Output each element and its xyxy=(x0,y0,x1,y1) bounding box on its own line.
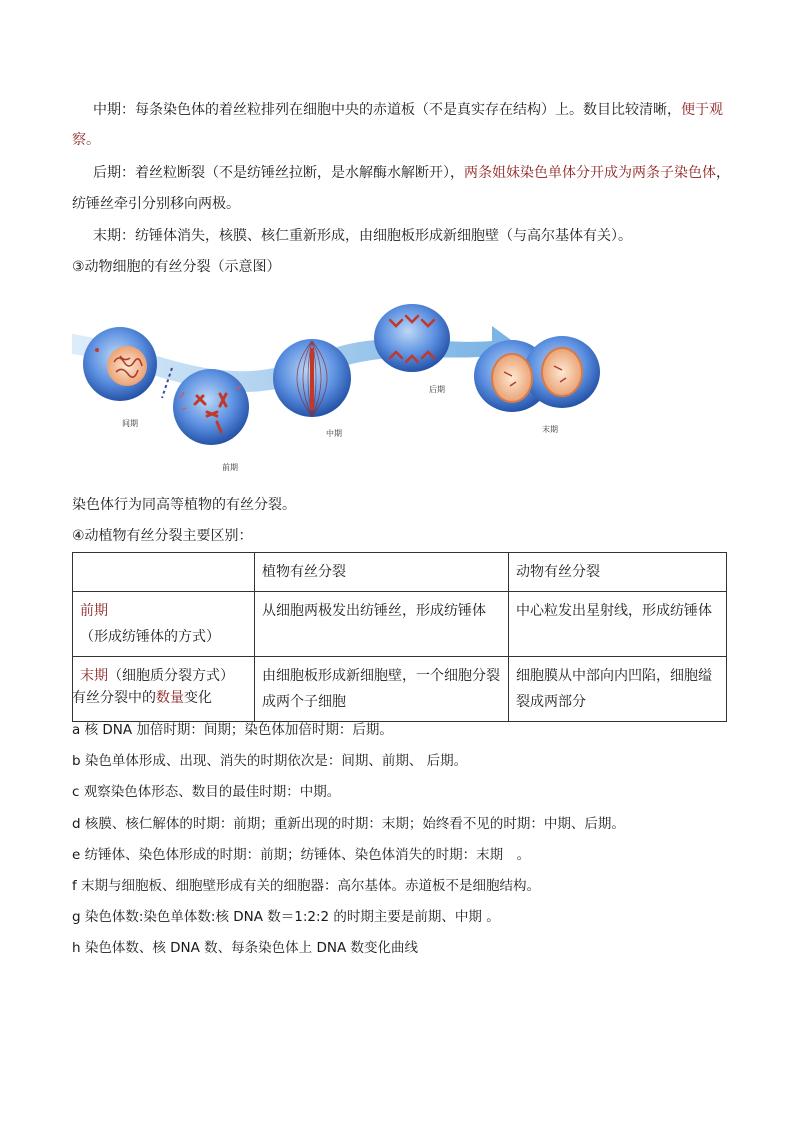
stage-aspect: （细胞质分裂方式） xyxy=(108,668,234,684)
cell-line: 由细胞板形成新细胞壁，一个细胞分裂 xyxy=(262,668,500,684)
anaphase-text: 后期：着丝粒断裂（不是纺锤丝拉断，是水解酶水解断开）， xyxy=(93,165,464,181)
section3-title-text: ③动物细胞的有丝分裂（示意图） xyxy=(72,259,281,275)
metaphase-line-2 xyxy=(72,130,732,150)
cell-line: 成两个子细胞 xyxy=(262,694,346,710)
list-item: b 染色单体形成、出现、消失的时期依次是：间期、前期、 后期。 xyxy=(72,753,468,769)
table-cell-stage xyxy=(73,592,255,657)
table-cell: 从细胞两极发出纺锤丝，形成纺锤体 xyxy=(255,592,509,657)
changes-title-text: 有丝分裂中的 xyxy=(72,690,156,706)
stage-label: 前期 xyxy=(80,603,108,619)
table-header-cell: 植物有丝分裂 xyxy=(255,553,509,592)
metaphase-line-1 xyxy=(93,100,753,120)
metaphase-highlight: 便于观 xyxy=(681,102,723,118)
telophase-line xyxy=(93,226,753,246)
label-metaphase: 中期 xyxy=(326,429,342,438)
prophase-cell xyxy=(173,369,249,445)
stage-label: 末期 xyxy=(80,668,108,684)
mitosis-diagram xyxy=(72,286,602,480)
label-interphase: 间期 xyxy=(122,419,138,428)
list-item: h 染色体数、核 DNA 数、每条染色体上 DNA 数变化曲线 xyxy=(72,940,418,956)
section4-title xyxy=(72,526,732,546)
list-item: c 观察染色体形态、数目的最佳时期：中期。 xyxy=(72,784,341,800)
metaphase-highlight-end: 察。 xyxy=(72,132,100,148)
stage-aspect: （形成纺锤体的方式） xyxy=(80,629,220,645)
section3-note xyxy=(72,495,732,515)
metaphase-text: 中期：每条染色体的着丝粒排列在细胞中央的赤道板（不是真实存在结构）上。数目比较清晰， xyxy=(93,102,681,118)
list-item: a 核 DNA 加倍时期：间期；染色体加倍时期：后期。 xyxy=(72,722,393,738)
metaphase-cell xyxy=(273,339,351,417)
changes-title xyxy=(72,688,732,708)
anaphase-line-2 xyxy=(72,194,732,214)
label-anaphase: 后期 xyxy=(429,385,445,394)
section3-note-text: 染色体行为同高等植物的有丝分裂。 xyxy=(72,497,296,513)
telophase-text: 末期：纺锤体消失，核膜、核仁重新形成，由细胞板形成新细胞壁（与高尔基体有关）。 xyxy=(93,228,632,244)
changes-title-highlight: 数量 xyxy=(156,690,184,706)
label-telophase: 末期 xyxy=(542,425,558,434)
list-item: d 核膜、核仁解体的时期：前期；重新出现的时期：末期；始终看不见的时期：中期、后期。 xyxy=(72,816,625,832)
table-header-cell: 动物有丝分裂 xyxy=(509,553,727,592)
label-prophase: 前期 xyxy=(222,463,238,472)
section3-title xyxy=(72,257,732,277)
changes-title-text-end: 变化 xyxy=(184,690,212,706)
anaphase-text-2: 纺锤丝牵引分别移向两极。 xyxy=(72,196,240,212)
cell-line: 细胞膜从中部向内凹陷，细胞缢 xyxy=(516,668,712,684)
interphase-cell xyxy=(83,327,157,401)
anaphase-line-1 xyxy=(93,163,753,183)
list-item: e 纺锤体、染色体形成的时期：前期；纺锤体、染色体消失的时期：末期 。 xyxy=(72,847,531,863)
list-item: g 染色体数:染色单体数:核 DNA 数＝1:2:2 的时期主要是前期、中期 。 xyxy=(72,909,500,925)
telophase-cells xyxy=(474,336,600,412)
table-cell: 中心粒发出星射线，形成纺锤体 xyxy=(509,592,727,657)
table-header-cell xyxy=(73,553,255,592)
section4-title-text: ④动植物有丝分裂主要区别： xyxy=(72,528,253,544)
table-header-row xyxy=(73,553,727,592)
anaphase-comma: ， xyxy=(716,165,730,181)
anaphase-highlight: 两条姐妹染色单体分开成为两条子染色体 xyxy=(464,165,716,181)
list-item: f 末期与细胞板、细胞壁形成有关的细胞器：高尔基体。赤道板不是细胞结构。 xyxy=(72,878,541,894)
anaphase-cell xyxy=(374,304,450,372)
cell-line: 裂成两部分 xyxy=(516,694,586,710)
table-row xyxy=(73,592,727,657)
